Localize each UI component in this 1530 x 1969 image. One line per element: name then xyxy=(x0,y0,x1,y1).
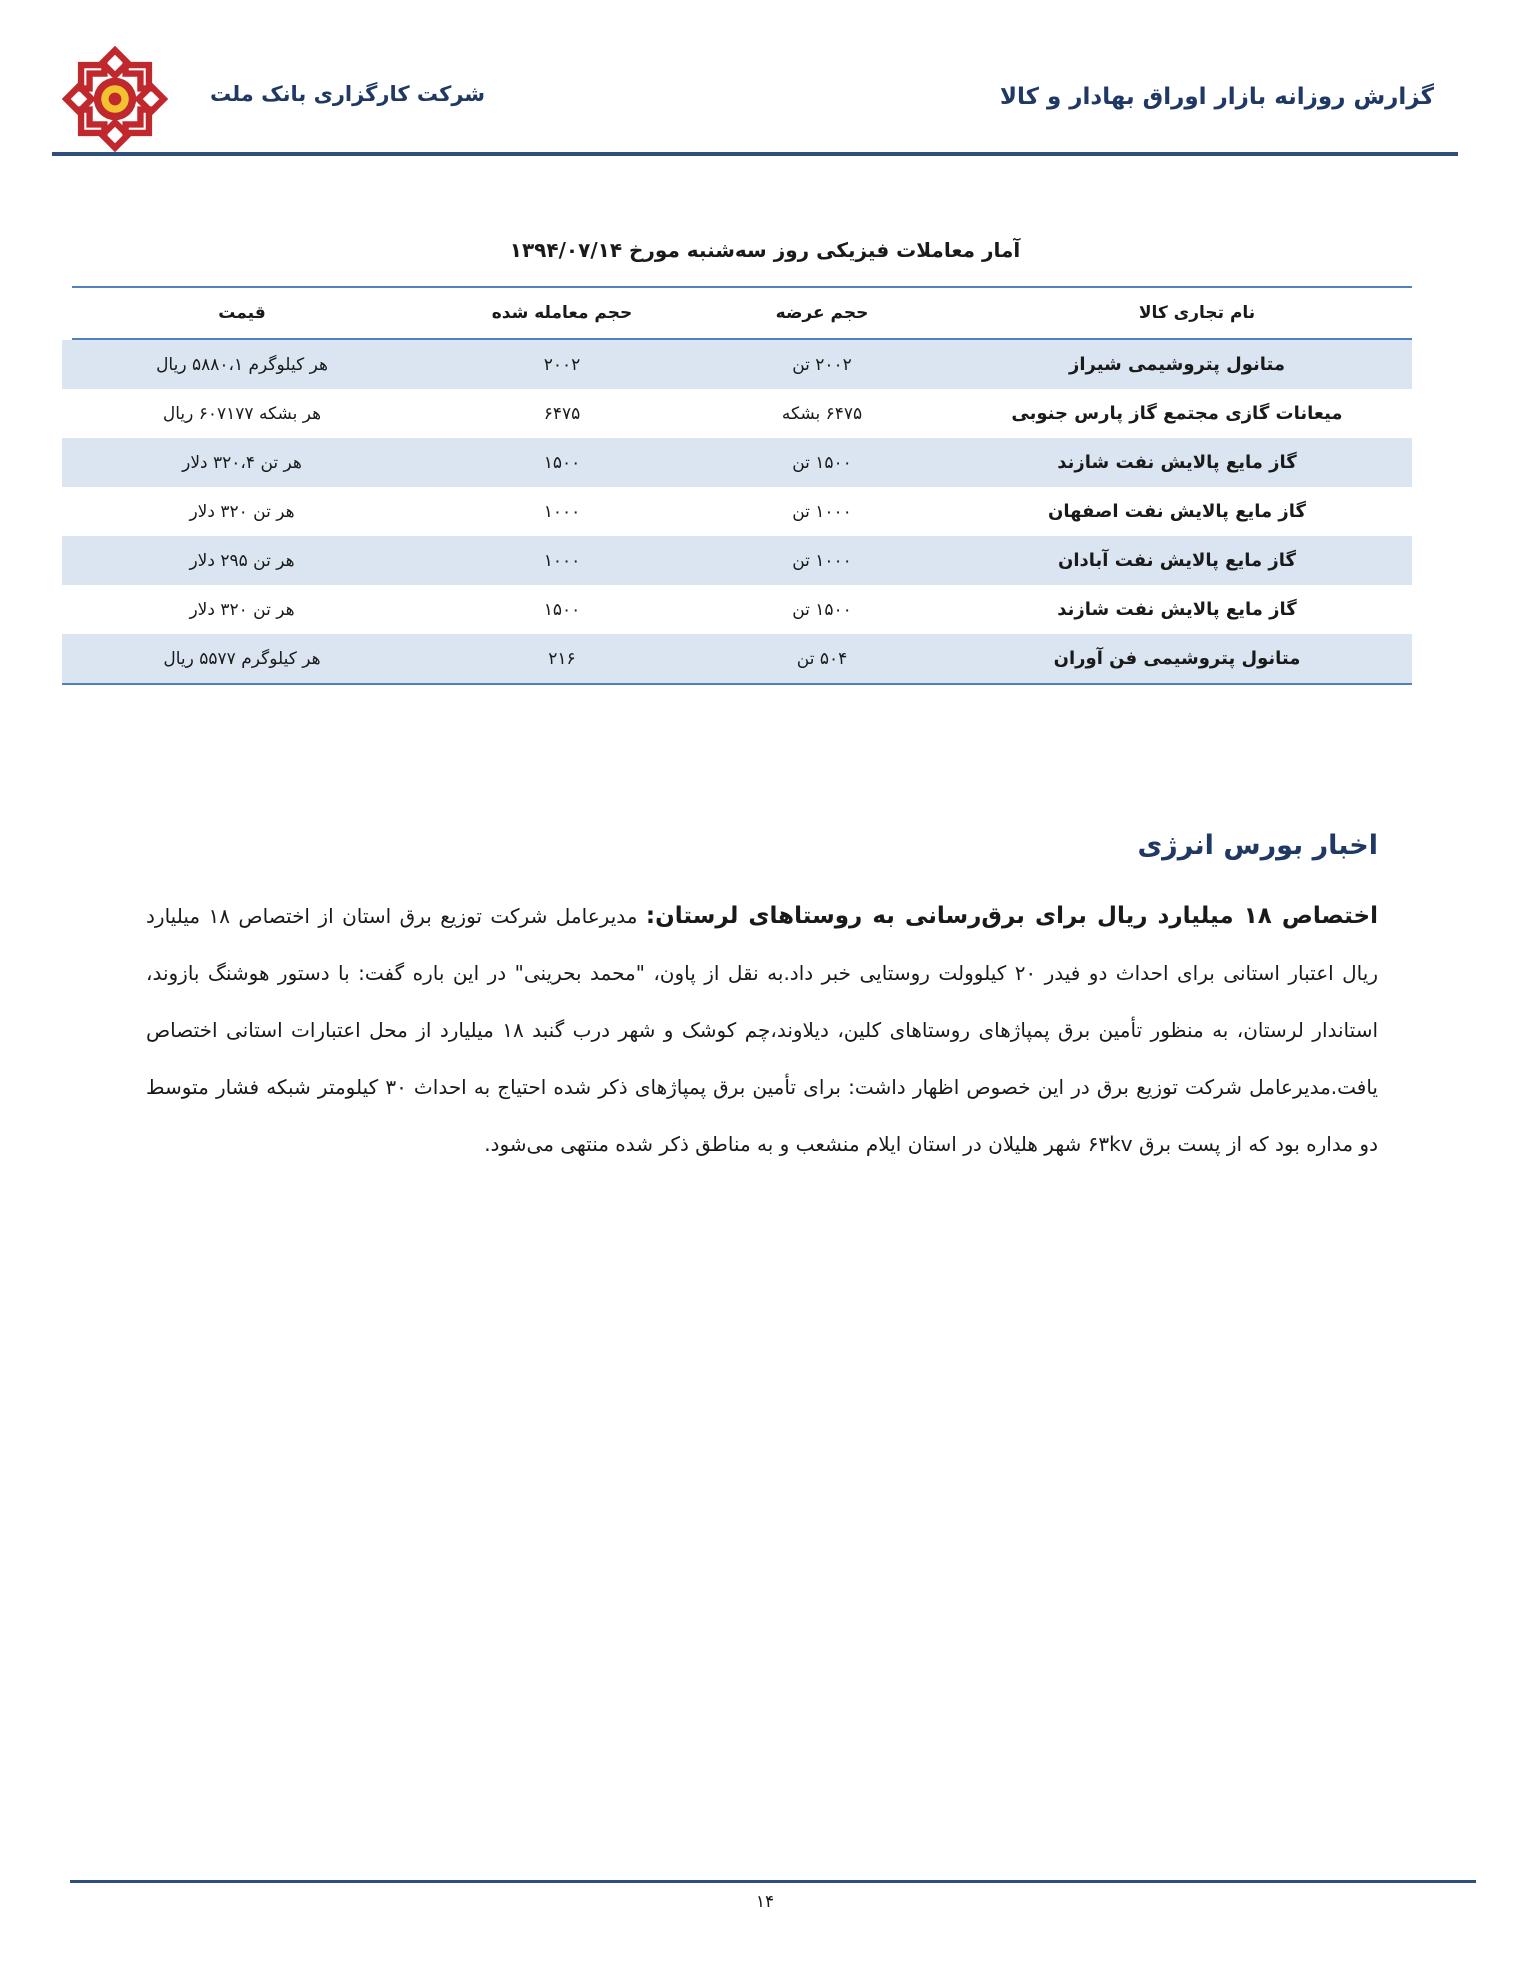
row-name: متانول پتروشیمی فن آوران xyxy=(1053,648,1301,669)
news-text: مدیرعامل شرکت توزیع برق استان از اختصاص ۱۸ میلیارد ریال اعتبار استانی برای احداث دو فیدر ۲۰ کیلوولت روستایی خبر داد.به نقل از پاون، "محمد بحرینی" در این باره گفت: با دستور هوشنگ بازوند، استاندار لرستان، به منظور تأمین برق پمپاژهای روستاهای کلین، دیلاوند،چم کوشک و شهر درب گنبد ۱۸ میلیارد از محل اعتبارات استانی اختصاص یافت.مدیرعامل شرکت توزیع برق در این خصوص اظهار داشت: برای تأمین برق پمپاژهای ذکر شده احتیاج به احداث ۳۰ کیلومتر شبکه فشار متوسط دو مداره بود که از پست برق ۶۳kv شهر هلیلان در استان ایلام منشعب و به مناطق ذکر شده منتهی می‌شود. xyxy=(146,904,1379,1156)
table-row xyxy=(62,389,1412,438)
row-name: گاز مایع پالایش نفت شازند xyxy=(1057,599,1297,620)
row-volume: ۱۵۰۰ xyxy=(543,452,581,473)
news-section-heading: اخبار بورس انرژی xyxy=(1137,830,1378,861)
company-name: شرکت کارگزاری بانک ملت xyxy=(210,82,486,106)
row-price: هر بشکه ۶۰۷۱۷۷ ریال xyxy=(162,403,322,424)
row-supply: ۶۴۷۵ بشکه xyxy=(781,403,863,424)
row-name: متانول پتروشیمی شیراز xyxy=(1068,354,1286,375)
row-supply: ۱۰۰۰ تن xyxy=(792,501,852,522)
row-volume: ۱۵۰۰ xyxy=(543,599,581,620)
header-divider xyxy=(52,152,1458,156)
row-price: هر کیلوگرم ۵۸۸۰،۱ ریال xyxy=(156,354,328,375)
table-row xyxy=(62,585,1412,634)
row-price: هر تن ۳۲۰ دلار xyxy=(189,501,295,522)
table-row xyxy=(62,340,1412,389)
table-row xyxy=(62,487,1412,536)
bank-mellat-logo xyxy=(62,46,168,152)
header-name: نام تجاری کالا xyxy=(1138,303,1256,323)
row-volume: ۱۰۰۰ xyxy=(543,501,581,522)
row-price: هر تن ۳۲۰ دلار xyxy=(189,599,295,620)
table-title: آمار معاملات فیزیکی روز سه‌شنبه مورخ ۱۳۹۴/۰۷/۱۴ xyxy=(509,238,1021,262)
row-price: هر کیلوگرم ۵۵۷۷ ریال xyxy=(163,648,321,669)
header-supply: حجم عرضه xyxy=(775,303,869,323)
row-supply: ۲۰۰۲ تن xyxy=(792,354,852,375)
row-supply: ۵۰۴ تن xyxy=(796,648,848,669)
row-name: گاز مایع پالایش نفت شازند xyxy=(1057,452,1297,473)
footer-divider xyxy=(70,1880,1476,1883)
row-volume: ۲۱۶ xyxy=(548,648,576,669)
row-price: هر تن ۲۹۵ دلار xyxy=(189,550,295,571)
physical-trades-table xyxy=(62,286,1412,685)
row-name: گاز مایع پالایش نفت آبادان xyxy=(1058,550,1296,571)
page-header xyxy=(0,0,1530,160)
row-supply: ۱۵۰۰ تن xyxy=(792,452,852,473)
report-title: گزارش روزانه بازار اوراق بهادار و کالا xyxy=(999,84,1434,110)
table-row xyxy=(62,634,1412,685)
row-volume: ۶۴۷۵ xyxy=(543,403,581,424)
table-row xyxy=(62,536,1412,585)
row-supply: ۱۵۰۰ تن xyxy=(792,599,852,620)
news-headline: اختصاص ۱۸ میلیارد ریال برای برق‌رسانی به روستاهای لرستان: xyxy=(645,903,1378,929)
header-volume: حجم معامله شده xyxy=(491,303,633,323)
header-price: قیمت xyxy=(218,303,266,323)
page-number: ۱۴ xyxy=(755,1892,775,1912)
row-price: هر تن ۳۲۰،۴ دلار xyxy=(182,452,302,473)
row-volume: ۱۰۰۰ xyxy=(543,550,581,571)
row-name: میعانات گازی مجتمع گاز پارس جنوبی xyxy=(1011,403,1343,424)
news-article xyxy=(146,888,1378,1173)
row-name: گاز مایع پالایش نفت اصفهان xyxy=(1047,501,1307,522)
table-row xyxy=(62,438,1412,487)
row-supply: ۱۰۰۰ تن xyxy=(792,550,852,571)
table-header-row xyxy=(72,286,1412,340)
row-volume: ۲۰۰۲ xyxy=(543,354,581,375)
